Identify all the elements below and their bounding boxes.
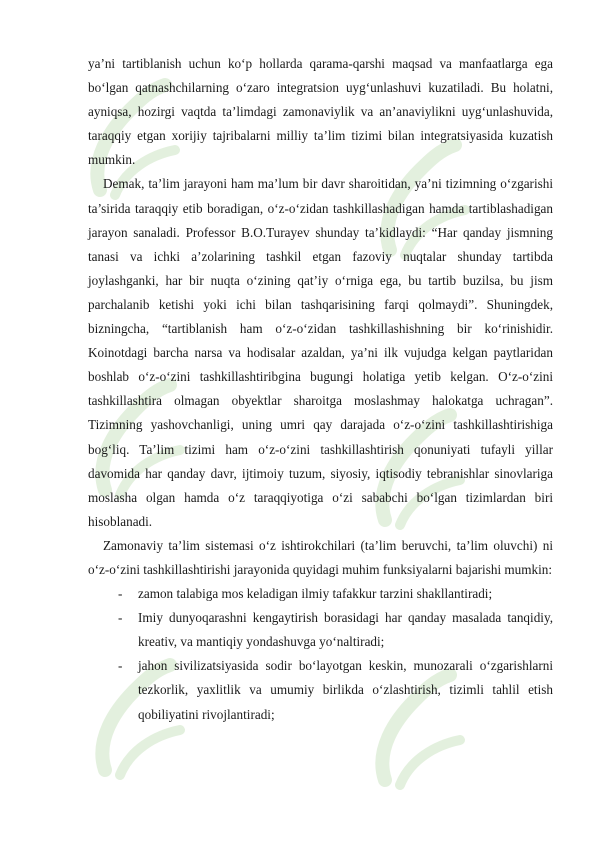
- list-item-text: zamon talabiga mos keladigan ilmiy tafakkur tarzini shakllantiradi;: [138, 586, 493, 602]
- list-item-text: Imiy dunyoqarashni kengaytirish borasidagi har qanday masalada tanqidiy, kreativ, va mantiqiy yondashuvga yo‘naltiradi;: [138, 610, 553, 650]
- paragraph: Demak, ta’lim jarayoni ham ma’lum bir davr sharoitidan, ya’ni tizimning o‘zgarishi ta’sirida taraqqiy etib boradigan, o‘z-o‘zidan tashkillashadigan hamda tartiblashadigan jarayon sanaladi. Professor B.O.Turayev shunday ta’kidlaydi: “Har qanday jismning tanasi va ichki a’zolarining tashkil etgan fazoviy nuqtalar shunday tartibda joylashganki, har bir nuqta o‘zining qat’iy o‘rniga ega, bu tartib buzilsa, bu jism parchalanib ketishi yoki ichi bilan tashqarisining farqi qolmaydi”. Shuningdek, bizningcha, “tartiblanish ham o‘z-o‘zidan tashkillashishning bir ko‘rinishidir. Koinotdagi barcha narsa va hodisalar azaldan, ya’ni ilk vujudga kelgan paytlaridan boshlab o‘z-o‘zini tashkillashtiribgina bugungi holatiga yetib kelgan. O‘z-o‘zini tashkillashtira olmagan obyektlar sharoitga moslashmay halokatga uchragan”. Tizimning yashovchanligi, uning umri qay darajada o‘z-o‘zini tashkillashtirishiga bog‘liq. Ta’lim tizimi ham o‘z-o‘zini tashkillashtirish qonuniyati tufayli yillar davomida har qanday davr, ijtimoiy tuzum, siyosiy, iqtisodiy tebranishlar sinovlariga moslasha olgan hamda o‘z taraqqiyotiga o‘zi sababchi bo‘lgan tizimlardan biri hisoblanadi.: [88, 176, 553, 529]
- list-bullet: -: [118, 610, 123, 626]
- list-item: [118, 606, 553, 654]
- function-list: [88, 582, 553, 727]
- list-bullet: -: [118, 586, 123, 602]
- paragraph: ya’ni tartiblanish uchun ko‘p hollarda qarama-qarshi maqsad va manfaatlarga ega bo‘lgan qatnashchilarning o‘zaro integratsion uyg‘unlashuvi kuzatiladi. Bu holatni, ayniqsa, hozirgi vaqtda ta’limdagi zamonaviylik va an’anaviylikni uyg‘unlashuvida, taraqqiy etgan xorijiy tajribalarni milliy ta’lim tizimi bilan integratsiyasida kuzatish mumkin.: [88, 56, 553, 168]
- document-page: [88, 52, 553, 727]
- list-item-text: jahon sivilizatsiyasida sodir bo‘layotgan keskin, munozarali o‘zgarishlarni tezkorlik, yaxlitlik va umumiy birlikda o‘zlashtirish, tizimli tahlil etish qobiliyatini rivojlantiradi;: [138, 658, 553, 722]
- list-bullet: -: [118, 658, 123, 674]
- list-item: [118, 582, 553, 606]
- paragraph: Zamonaviy ta’lim sistemasi o‘z ishtirokchilari (ta’lim beruvchi, ta’lim oluvchi) ni o‘z-o‘zini tashkillashtirishi jarayonida quyidagi muhim funksiyalarni bajarishi mumkin:: [88, 537, 553, 577]
- list-item: [118, 654, 553, 726]
